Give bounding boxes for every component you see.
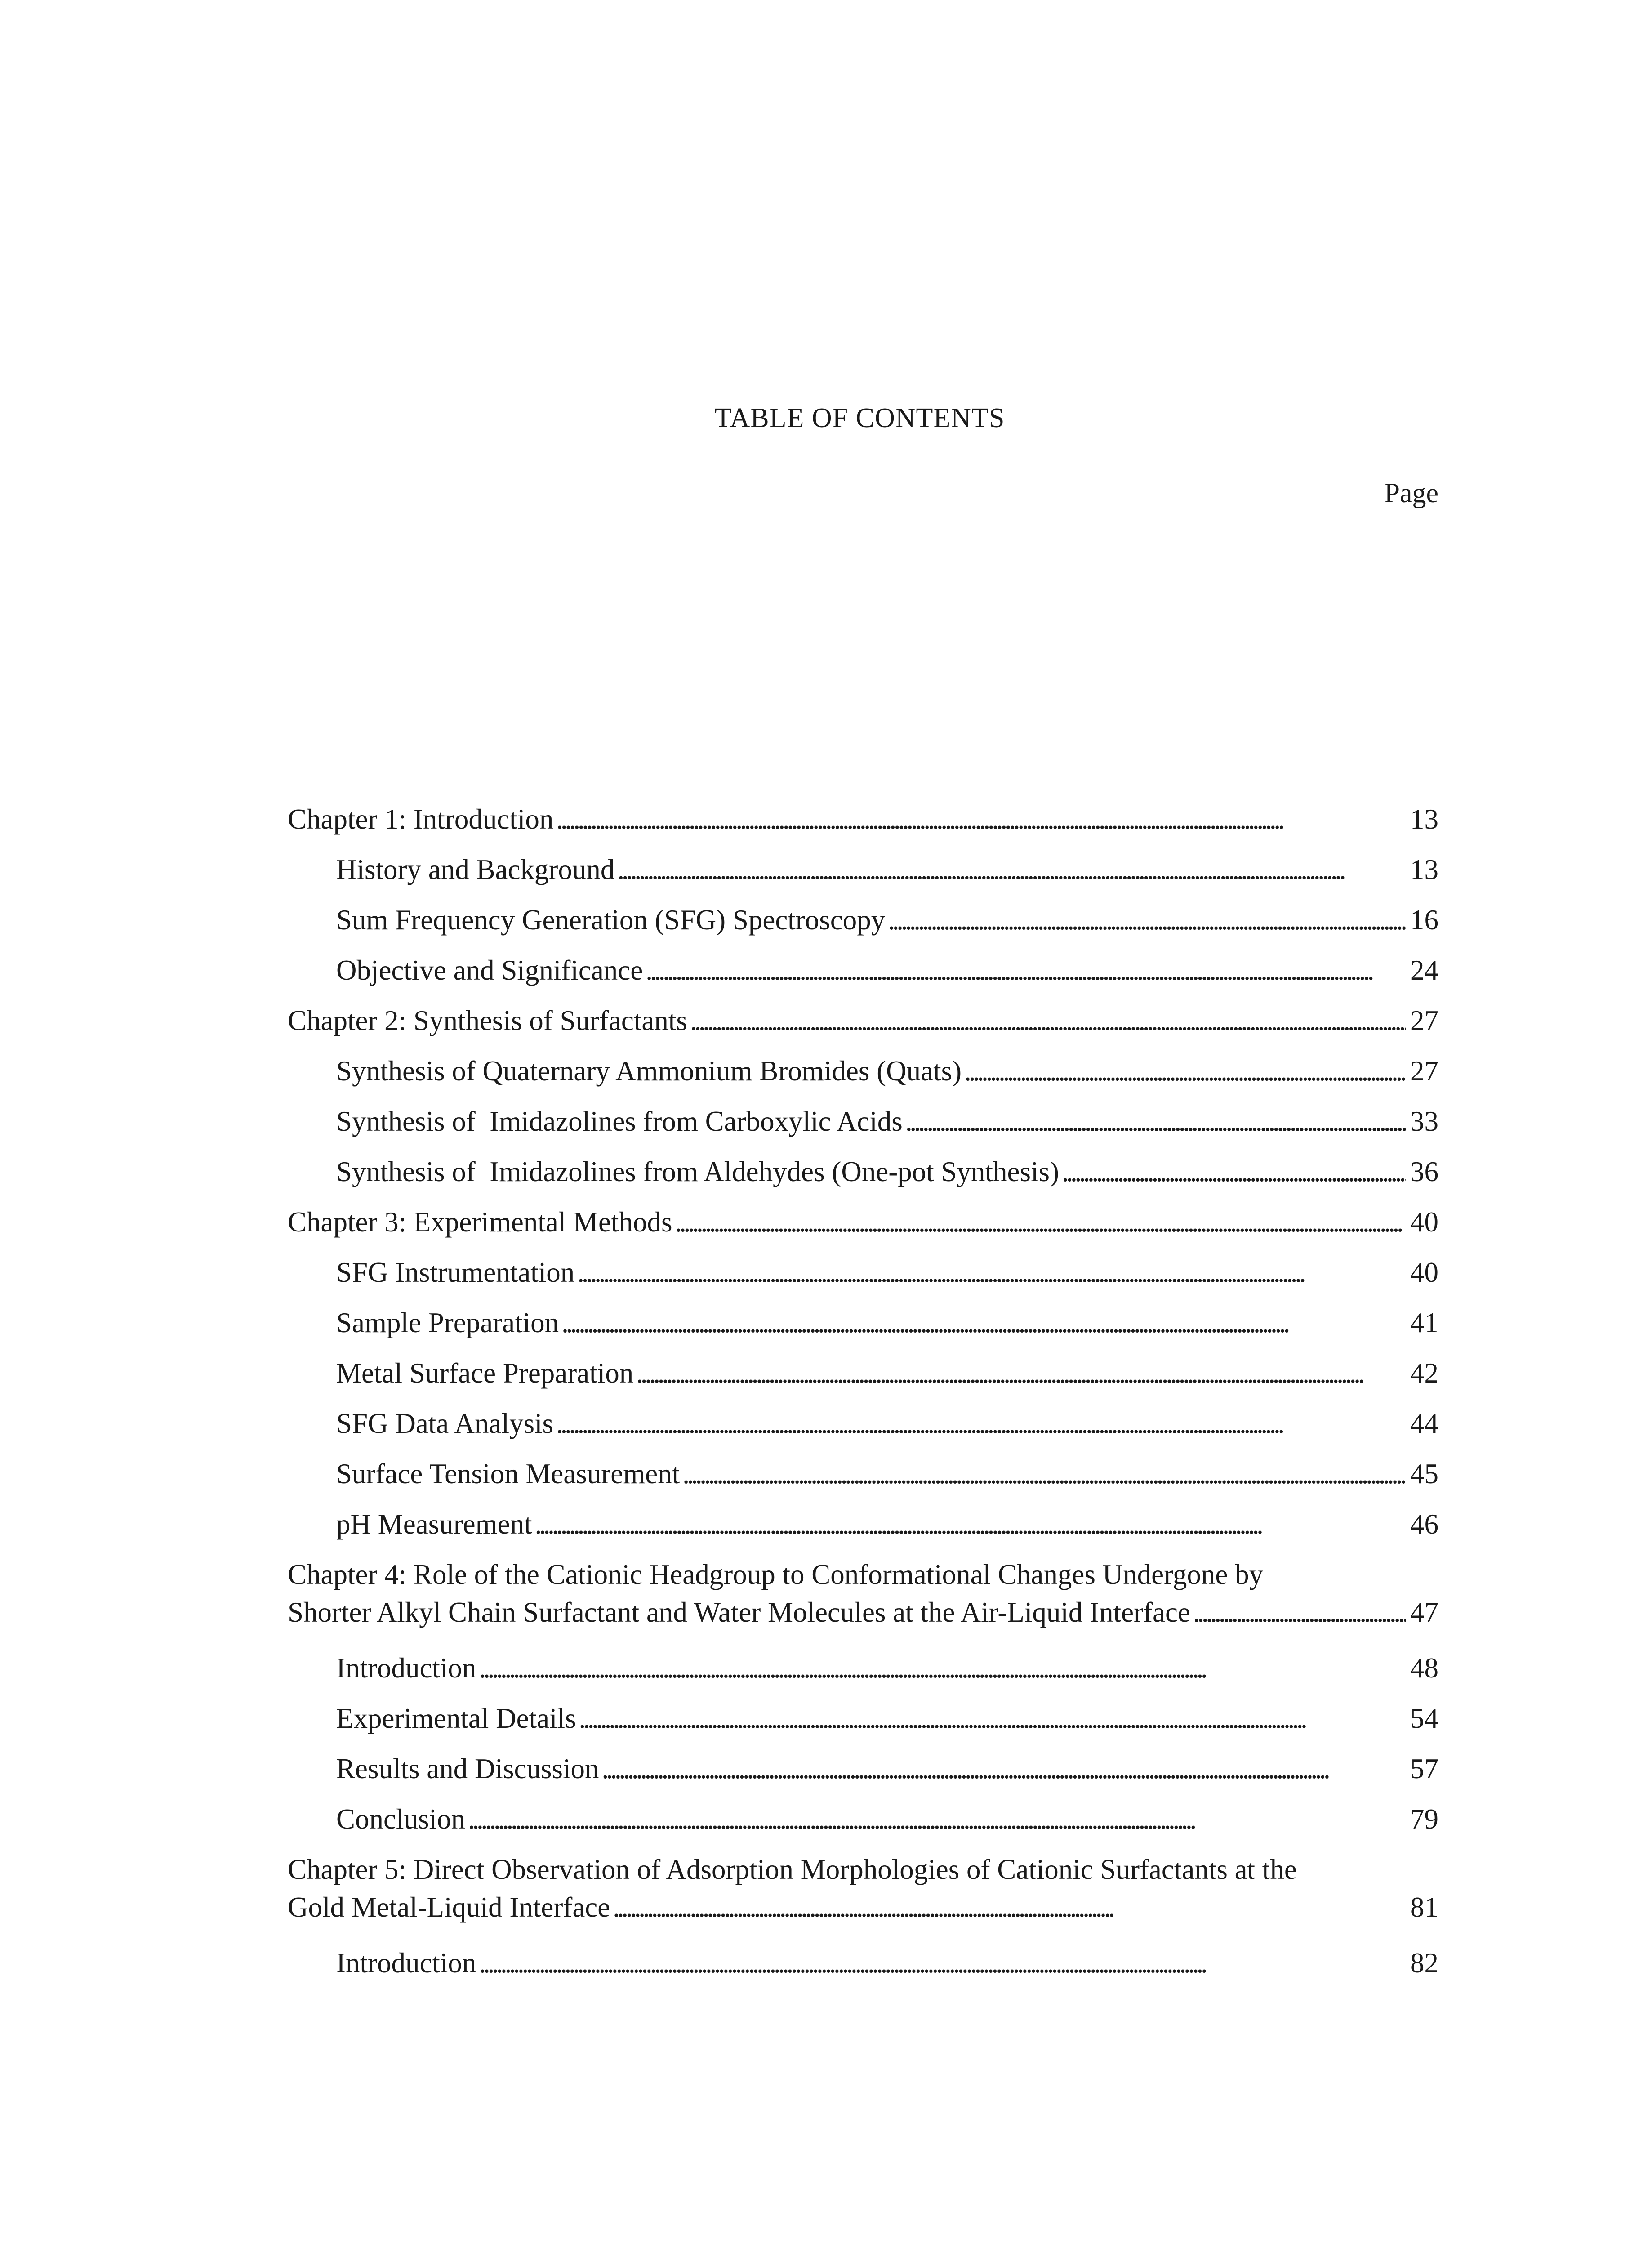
toc-entry-page: 40 xyxy=(1410,1206,1438,1238)
toc-entry-page: 81 xyxy=(1410,1891,1438,1923)
dot-leader xyxy=(556,800,1406,838)
toc-entry-chapter-3[interactable] xyxy=(288,1203,1438,1241)
toc-entry-label: History and Background xyxy=(336,854,615,885)
dot-leader xyxy=(1193,1593,1406,1631)
toc-entry-ph-measurement[interactable] xyxy=(288,1505,1438,1543)
toc-entry-chapter-4[interactable] xyxy=(288,1556,1438,1631)
toc-entry-sfg-data-analysis[interactable] xyxy=(288,1405,1438,1442)
toc-entry-page: 24 xyxy=(1410,955,1438,986)
dot-leader xyxy=(675,1203,1406,1241)
toc-entry-objective[interactable] xyxy=(288,951,1438,989)
dot-leader xyxy=(535,1505,1406,1543)
toc-entry-page: 36 xyxy=(1410,1156,1438,1187)
toc-entry-surface-tension[interactable] xyxy=(288,1455,1438,1493)
toc-entry-page: 54 xyxy=(1410,1703,1438,1734)
toc-entry-page: 42 xyxy=(1410,1357,1438,1389)
toc-entry-ch4-introduction[interactable] xyxy=(288,1649,1438,1687)
toc-entry-label-line2: Gold Metal-Liquid Interface xyxy=(288,1891,610,1923)
dot-leader xyxy=(561,1304,1406,1342)
toc-entry-label: Surface Tension Measurement xyxy=(336,1458,680,1490)
toc-entry-label: Synthesis of Quaternary Ammonium Bromides (Quats) xyxy=(336,1055,962,1087)
dot-leader xyxy=(577,1253,1406,1291)
dot-leader xyxy=(636,1354,1406,1392)
toc-entry-page: 45 xyxy=(1410,1458,1438,1490)
toc-entry-label: Metal Surface Preparation xyxy=(336,1357,634,1389)
toc-entry-quats[interactable] xyxy=(288,1052,1438,1090)
toc-entry-metal-surface-preparation[interactable] xyxy=(288,1354,1438,1392)
dot-leader xyxy=(602,1750,1406,1788)
dot-leader xyxy=(479,1649,1406,1687)
toc-entry-page: 57 xyxy=(1410,1753,1438,1784)
toc-entry-imidazolines-acids[interactable] xyxy=(288,1102,1438,1140)
dot-leader xyxy=(468,1800,1406,1838)
toc-entry-page: 40 xyxy=(1410,1257,1438,1288)
dot-leader xyxy=(905,1102,1406,1140)
dot-leader xyxy=(479,1944,1406,1982)
toc-entry-ch5-introduction[interactable] xyxy=(288,1944,1438,1982)
toc-entry-label: Introduction xyxy=(336,1947,476,1979)
toc-entry-label: Chapter 1: Introduction xyxy=(288,803,554,835)
dot-leader xyxy=(556,1405,1406,1442)
toc-entry-page: 79 xyxy=(1410,1803,1438,1835)
toc-entry-page: 33 xyxy=(1410,1106,1438,1137)
toc-entry-page: 41 xyxy=(1410,1307,1438,1338)
dot-leader xyxy=(690,1002,1406,1039)
toc-entry-history-background[interactable] xyxy=(288,851,1438,888)
toc-entry-page: 13 xyxy=(1410,803,1438,835)
toc-entry-page: 27 xyxy=(1410,1005,1438,1036)
toc-entry-sample-preparation[interactable] xyxy=(288,1304,1438,1342)
toc-entry-page: 48 xyxy=(1410,1652,1438,1684)
toc-entry-label: Chapter 3: Experimental Methods xyxy=(288,1206,672,1238)
toc-entry-page: 47 xyxy=(1410,1597,1438,1628)
page-column-label: Page xyxy=(1384,478,1438,508)
toc-entry-ch4-conclusion[interactable] xyxy=(288,1800,1438,1838)
dot-leader xyxy=(613,1888,1406,1926)
toc-entry-page: 27 xyxy=(1410,1055,1438,1087)
toc-entry-chapter-2[interactable] xyxy=(288,1002,1438,1039)
toc-entry-label: Conclusion xyxy=(336,1803,466,1835)
toc-entry-label: SFG Instrumentation xyxy=(336,1257,575,1288)
toc-entry-imidazolines-aldehydes[interactable] xyxy=(288,1153,1438,1191)
toc-entry-label: pH Measurement xyxy=(336,1508,532,1540)
toc-entry-sfg-instrumentation[interactable] xyxy=(288,1253,1438,1291)
toc-entry-label: Results and Discussion xyxy=(336,1753,599,1784)
toc-entry-label: Synthesis of Imidazolines from Carboxylic Acids xyxy=(336,1106,903,1137)
toc-entry-page: 46 xyxy=(1410,1508,1438,1540)
toc-entry-page: 13 xyxy=(1410,854,1438,885)
toc-entry-label: Experimental Details xyxy=(336,1703,576,1734)
toc-entry-page: 44 xyxy=(1410,1408,1438,1439)
toc-entry-label: Chapter 2: Synthesis of Surfactants xyxy=(288,1005,687,1036)
toc-entry-page: 16 xyxy=(1410,904,1438,936)
dot-leader xyxy=(964,1052,1406,1090)
toc-entry-label-line1: Chapter 4: Role of the Cationic Headgroup to Conformational Changes Undergone by xyxy=(288,1559,1264,1590)
toc-entry-sfg-spectroscopy[interactable] xyxy=(288,901,1438,939)
dot-leader xyxy=(646,951,1406,989)
toc-entry-label-line2: Shorter Alkyl Chain Surfactant and Water Molecules at the Air-Liquid Interface xyxy=(288,1597,1190,1628)
toc-entry-label: SFG Data Analysis xyxy=(336,1408,554,1439)
dot-leader xyxy=(579,1699,1406,1737)
toc-entry-label: Synthesis of Imidazolines from Aldehydes (One-pot Synthesis) xyxy=(336,1156,1060,1187)
toc-entry-chapter-1[interactable] xyxy=(288,800,1438,838)
dot-leader xyxy=(1062,1153,1406,1191)
table-of-contents xyxy=(288,800,1438,1994)
dot-leader xyxy=(682,1455,1406,1493)
toc-entry-label: Objective and Significance xyxy=(336,955,643,986)
dot-leader xyxy=(617,851,1406,888)
toc-entry-label: Sum Frequency Generation (SFG) Spectroscopy xyxy=(336,904,886,936)
toc-entry-ch4-results-discussion[interactable] xyxy=(288,1750,1438,1788)
toc-entry-label: Introduction xyxy=(336,1652,476,1684)
toc-entry-chapter-5[interactable] xyxy=(288,1851,1438,1926)
toc-entry-ch4-experimental-details[interactable] xyxy=(288,1699,1438,1737)
toc-entry-label: Sample Preparation xyxy=(336,1307,559,1338)
toc-entry-label-line1: Chapter 5: Direct Observation of Adsorption Morphologies of Cationic Surfactants at the xyxy=(288,1854,1297,1885)
dot-leader xyxy=(888,901,1406,939)
page-title: TABLE OF CONTENTS xyxy=(714,403,1005,433)
toc-entry-page: 82 xyxy=(1410,1947,1438,1979)
